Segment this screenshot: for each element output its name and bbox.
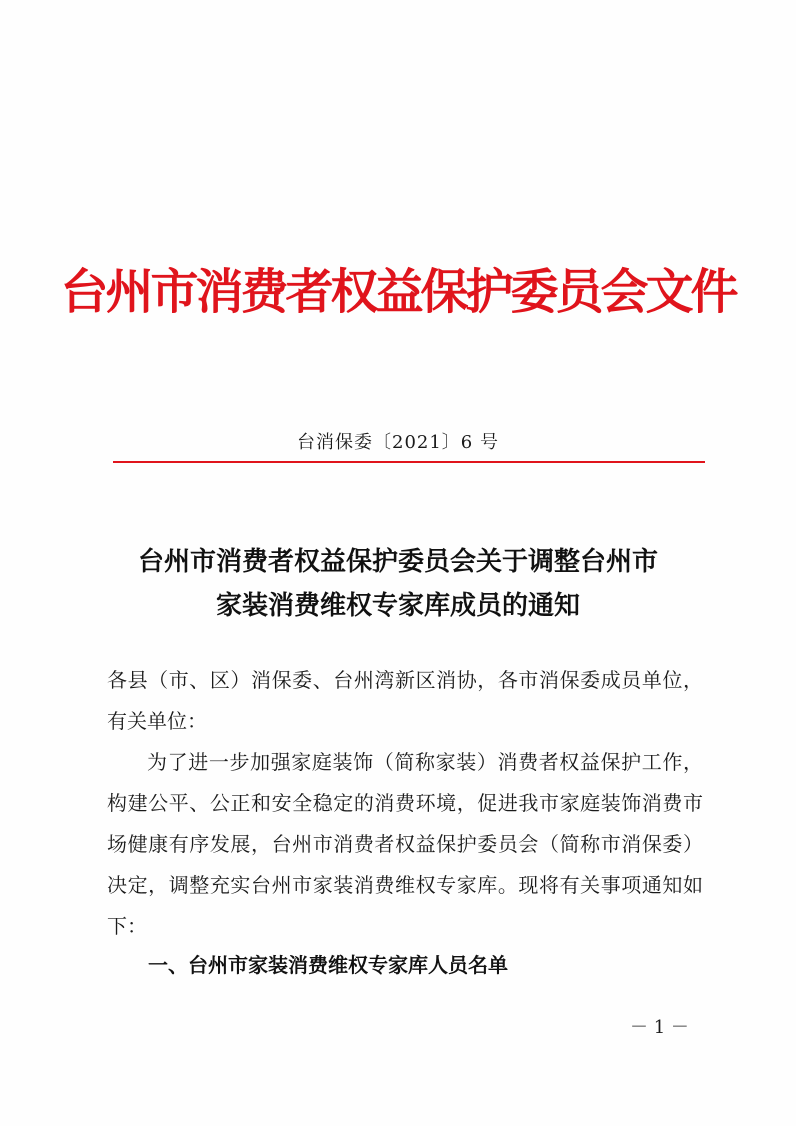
document-masthead: 台州市消费者权益保护委员会文件 [60, 264, 736, 320]
body-paragraph-1: 为了进一步加强家庭装饰（简称家装）消费者权益保护工作，构建公平、公正和安全稳定的消费环境，促进我市家庭装饰消费市场健康有序发展，台州市消费者权益保护委员会（简称市消保委）决定，调整充实台州市家装消费维权专家库。现将有关事项通知如下： [107, 750, 703, 938]
document-title-line-2: 家装消费维权专家库成员的通知 [215, 591, 580, 621]
document-number: 台消保委〔2021〕6 号 [297, 432, 499, 453]
section-heading-1: 一、台州市家装消费维权专家库人员名单 [148, 953, 508, 977]
document-title-line-1: 台州市消费者权益保护委员会关于调整台州市 [137, 547, 658, 577]
red-divider-line [113, 461, 705, 463]
page-number: － 1 － [630, 1017, 689, 1038]
addressee-paragraph: 各县（市、区）消保委、台州湾新区消协，各市消保委成员单位，有关单位： [107, 668, 703, 733]
document-title [0, 540, 796, 628]
document-body [107, 660, 703, 947]
